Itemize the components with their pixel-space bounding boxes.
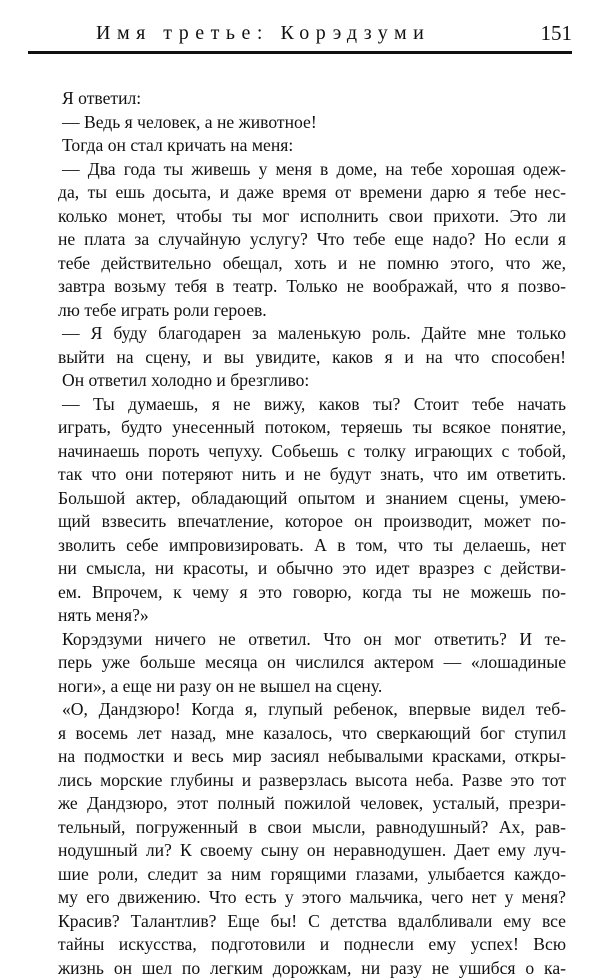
text-line: Тогда он стал кричать на меня: (58, 134, 566, 158)
text-line: Он ответил холодно и брезгливо: (58, 369, 566, 393)
text-line: лись морские глубины и разверзлась высота неба. Разве это тот (58, 769, 566, 793)
text-line: зволить себе импровизировать. А в том, что ты делаешь, нет (58, 534, 566, 558)
text-line: перь уже больше месяца он числился актером — «лошадиные (58, 651, 566, 675)
text-line: — Ведь я человек, а не животное! (58, 111, 566, 135)
text-line: колько монет, чтобы ты мог исполнить свои прихоти. Это ли (58, 205, 566, 229)
text-line: — Ты думаешь, я не вижу, каков ты? Стоит тебе начать (58, 393, 566, 417)
text-line: — Два года ты живешь у меня в доме, на тебе хорошая одеж- (58, 158, 566, 182)
text-line: жизнь он шел по легким дорожкам, ни разу не ушибся о ка- (58, 957, 566, 980)
text-line: тайны искусства, подготовили и поднесли ему успех! Всю (58, 933, 566, 957)
text-line: лю тебе играть роли героев. (58, 299, 566, 323)
text-line: так что они потеряют нить и не будут знать, что им ответить. (58, 463, 566, 487)
text-line: ноги», а еще ни разу он не вышел на сцену. (58, 675, 566, 699)
text-line: же Дандзюро, этот полный пожилой человек, усталый, презри- (58, 792, 566, 816)
text-line: «О, Дандзюро! Когда я, глупый ребенок, впервые видел теб- (58, 698, 566, 722)
running-title: Имя третье: Корэдзуми (96, 22, 430, 45)
running-head (28, 20, 572, 46)
text-line: выйти на сцену, и вы увидите, каков я и на что способен! (58, 346, 566, 370)
text-line: шие роли, следит за ним горящими глазами, улыбается каждо- (58, 863, 566, 887)
text-line: — Я буду благодарен за маленькую роль. Дайте мне только (58, 322, 566, 346)
text-line: Большой актер, обладающий опытом и знанием сцены, умею- (58, 487, 566, 511)
text-line: Я ответил: (58, 87, 566, 111)
text-line: нять меня?» (58, 604, 566, 628)
text-line: ем. Впрочем, к чему я это говорю, когда ты не можешь по- (58, 581, 566, 605)
text-line: на подмостки и весь мир засиял небывалыми красками, откры- (58, 745, 566, 769)
text-line: да, ты ешь досыта, и даже время от времени дарю я тебе нес- (58, 181, 566, 205)
text-line: я восемь лет назад, мне казалось, что сверкающий бог ступил (58, 722, 566, 746)
text-line: тебе действительно обещал, хоть и не помню этого, что же, (58, 252, 566, 276)
text-line: щий взвесить впечатление, которое он производит, может по- (58, 510, 566, 534)
text-line: не плата за случайную услугу? Что тебе еще надо? Но если я (58, 228, 566, 252)
text-line: завтра возьму тебя в театр. Только не воображай, что я позво- (58, 275, 566, 299)
header-rule (28, 51, 572, 54)
text-line: Красив? Талантлив? Еще бы! С детства вдалбливали ему все (58, 910, 566, 934)
text-line: Корэдзуми ничего не ответил. Что он мог ответить? И те- (58, 628, 566, 652)
page-number: 151 (541, 21, 573, 46)
text-line: нодушный ли? К своему сыну он неравнодушен. Дает ему луч- (58, 839, 566, 863)
text-line: му его движению. Что есть у этого мальчика, чего нет у меня? (58, 886, 566, 910)
text-line: тельный, погруженный в свои мысли, равнодушный? Ах, рав- (58, 816, 566, 840)
body-text (58, 87, 566, 980)
text-line: начинаешь пороть чепуху. Собьешь с толку играющих с тобой, (58, 440, 566, 464)
text-line: играть, будто унесенный потоком, теряешь ты всякое понятие, (58, 416, 566, 440)
text-line: ни смысла, ни красоты, и обычно это идет вразрез с действи- (58, 557, 566, 581)
